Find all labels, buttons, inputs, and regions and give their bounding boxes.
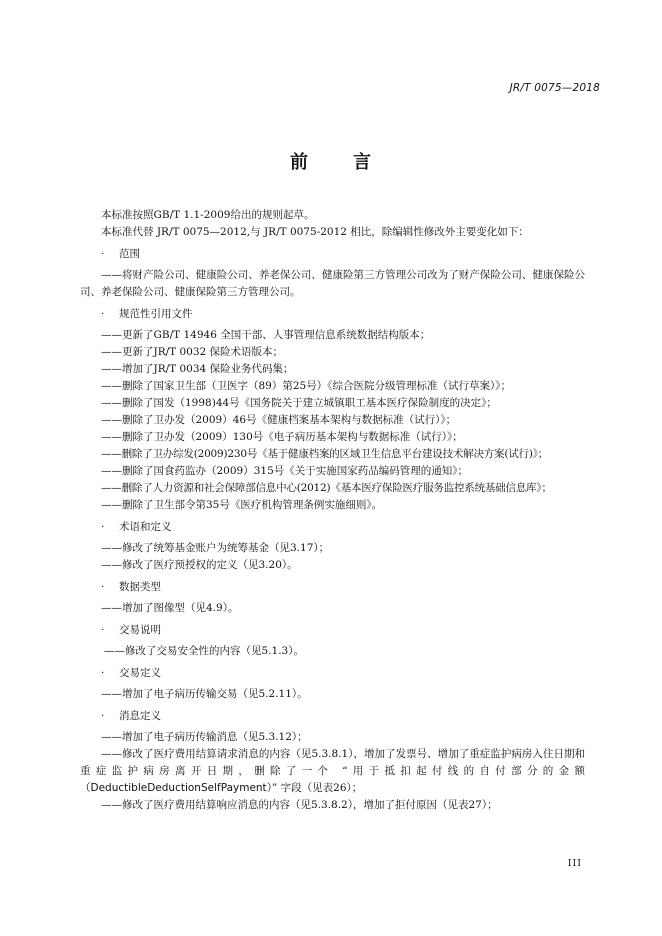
list-item: ——修改了交易安全性的内容（见5.1.3）。 [104,645,304,657]
bullet-icon: · [101,521,105,533]
list-item: ——修改了医疗预授权的定义（见3.20）。 [101,559,298,571]
list-item: ——增加了JR/T 0034 保险业务代码集； [101,363,294,375]
list-item: ——将财产险公司、健康险公司、养老保公司、健康险第三方管理公司改为了财产保险公司、健康保险公司、养老保险公司、健康保险第三方管理公司。 [80,269,585,298]
list-item: ——删除了人力资源和社会保障部信息中心(2012)《基本医疗保险医疗服务监控系统基础信息库》； [101,482,552,494]
list-item: ——修改了医疗费用结算响应消息的内容（见5.3.8.2），增加了拒付原因（见表27）； [101,799,498,811]
document-body [80,207,585,814]
section-heading-message-def: · 消息定义 [101,708,585,725]
list-item: ——增加了电子病历传输消息（见5.3.12）； [101,731,308,743]
list-item: ——删除了卫生部令第35号《医疗机构管理条例实施细则》。 [101,499,383,511]
list-item: ——删除了卫办发（2009）130号《电子病历基本架构与数据标准（试行）》； [101,431,463,443]
bullet-icon: · [101,624,105,636]
title-char-2: 言 [353,152,372,173]
list-item: ——删除了卫办发（2009）46号《健康档案基本架构与数据标准（试行）》； [101,414,457,426]
section-heading-transaction-def: · 交易定义 [101,665,585,682]
section-heading-datatypes: · 数据类型 [101,579,585,596]
bullet-icon: · [101,667,105,679]
bullet-icon: · [101,710,105,722]
list-item: ——删除了国食药监办（2009）315号《关于实施国家药品编码管理的通知》； [101,465,469,477]
intro-line-2: 本标准代替 JR/T 0075—2012,与 JR/T 0075-2012 相比，除编辑性修改外主要变化如下： [101,226,529,238]
field-name: DeductibleDeductionSelfPayment [90,782,267,794]
section-heading-transaction-desc: · 交易说明 [101,622,585,639]
list-item: ——删除了国家卫生部（卫医字（89）第25号）《综合医院分级管理标准（试行草案）》； [101,380,511,392]
standard-code: JR/T 0075—2018 [509,82,600,94]
bullet-icon: · [101,581,105,593]
section-heading-normative: · 规范性引用文件 [101,306,585,323]
list-item: ——更新了GB/T 14946 全国干部、人事管理信息系统数据结构版本； [101,329,431,341]
list-item: ——删除了国发（1998)44号《国务院关于建立城镇职工基本医疗保险制度的决定》； [101,397,497,409]
list-item: ——删除了卫办综发(2009)230号《基于健康档案的区域卫生信息平台建设技术解决方案(试行)》； [101,448,549,460]
page-title [0,148,662,174]
section-heading-scope: · 范围 [101,246,585,263]
intro-line-1: 本标准按照GB/T 1.1-2009给出的规则起草。 [101,209,315,221]
list-item: ——修改了医疗费用结算请求消息的内容（见5.3.8.1），增加了发票号、增加了重症监护病房入住日期和重症监护病房离开日期，删除了一个 “用于抵扣起付线的自付部分的金额（DeductibleDeductionSelfPayment）” 字段（见表26）； [80,748,585,794]
list-item: ——更新了JR/T 0032 保险术语版本； [101,346,284,358]
bullet-icon: · [101,308,105,320]
list-item: ——增加了图像型（见4.9）。 [101,602,239,614]
section-heading-terms: · 术语和定义 [101,519,585,536]
bullet-icon: · [101,248,105,260]
title-char-1: 前 [290,152,309,173]
list-item: ——增加了电子病历传输交易（见5.2.11）。 [101,688,308,700]
list-item: ——修改了统筹基金账户为统筹基金（见3.17）； [101,542,330,554]
page-number: III [567,858,582,869]
